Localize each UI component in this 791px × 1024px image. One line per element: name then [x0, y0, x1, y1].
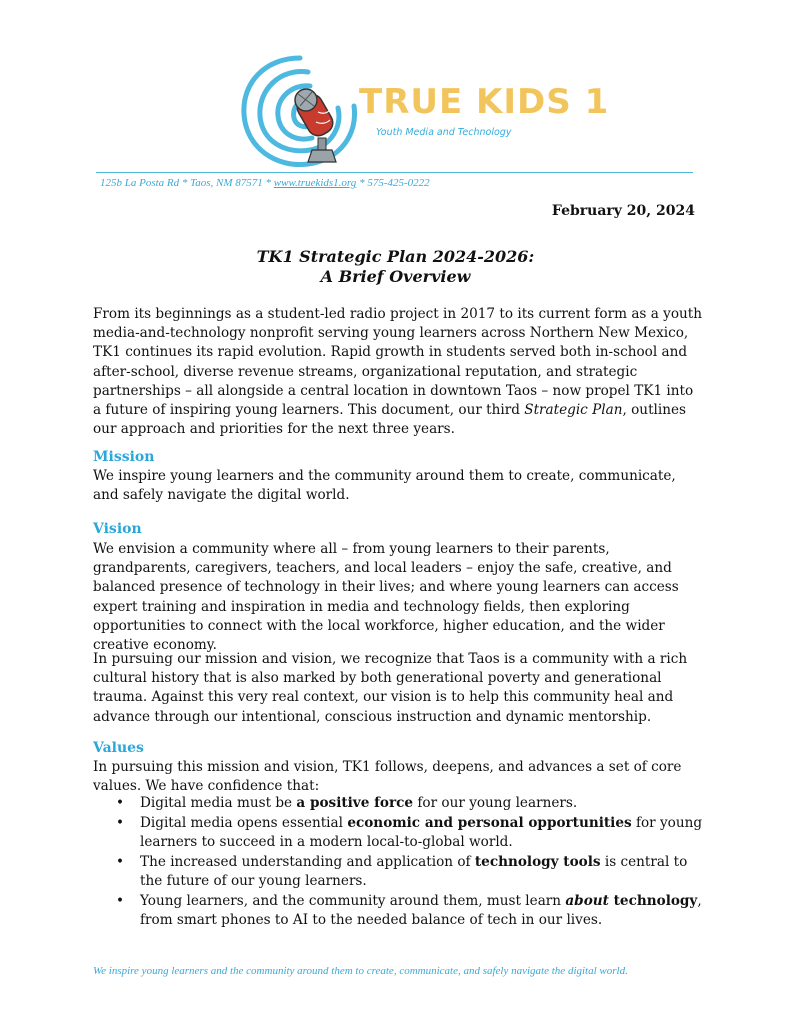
letter-date: February 20, 2024	[551, 203, 695, 219]
spiral-microphone-icon	[236, 50, 366, 175]
letterhead-divider	[96, 172, 693, 173]
list-item: • Digital media opens essential economic and personal opportunities for young learners to succeed in a modern local-to-global world.	[116, 815, 703, 850]
bullet-icon: •	[116, 854, 125, 870]
bullet-icon: •	[116, 795, 125, 811]
values-heading: Values	[93, 740, 144, 756]
letterhead-address	[100, 177, 430, 189]
brand-tagline: Youth Media and Technology	[376, 127, 512, 138]
values-list	[93, 794, 703, 931]
vision-heading: Vision	[93, 521, 142, 537]
list-item: • The increased understanding and application of technology tools is central to the future of our young learners.	[116, 854, 688, 889]
intro-paragraph	[93, 305, 703, 439]
intro-emphasis: Strategic Plan	[524, 402, 623, 419]
document-subtitle: A Brief Overview	[320, 267, 471, 286]
phone-text: * 575-425-0222	[356, 177, 430, 189]
intro-text: From its beginnings as a student-led radio project in 2017 to its current form as a youth media-and-technology nonprofit serving young learners across Northern New Mexico, TK1 continues its rapid evolution. Rapid growth in students served both in-school and after-school, diverse revenue streams, organizational reputation, and strategic partnerships – all alongside a central location in downtown Taos – now propel TK1 into a future of inspiring young learners. This document, our third	[93, 306, 702, 419]
bullet-icon: •	[116, 815, 125, 831]
mission-paragraph: We inspire young learners and the community around them to create, communicate, and safely navigate the digital world.	[93, 468, 676, 504]
intro-text-end: , outlines our approach and priorities for the next three years.	[93, 402, 686, 438]
values-intro: In pursuing this mission and vision, TK1 follows, deepens, and advances a set of core values. We have confidence that:	[93, 759, 682, 795]
context-paragraph: In pursuing our mission and vision, we recognize that Taos is a community with a rich cultural history that is also marked by both generational poverty and generational trauma. Against this very real context, our vision is to help this community heal and advance through our intentional, conscious instruction and dynamic mentorship.	[93, 651, 688, 725]
letterhead-logo	[236, 50, 610, 175]
footer-tagline: We inspire young learners and the community around them to create, communicate, and safely navigate the digital world.	[93, 965, 628, 977]
list-item: • Digital media must be a positive force for our young learners.	[116, 795, 578, 811]
brand-name: TRUE KIDS 1	[359, 82, 610, 122]
bullet-icon: •	[116, 893, 125, 909]
website-link[interactable]: www.truekids1.org	[273, 177, 357, 189]
vision-paragraph: We envision a community where all – from young learners to their parents, grandparents, caregivers, teachers, and local leaders – enjoy the safe, creative, and balanced presence of technology in their lives; and where young learners can access expert training and inspiration in media and technology fields, then exploring opportunities to connect with the local workforce, higher education, and the wider creative economy.	[93, 541, 679, 654]
address-text: 125b La Posta Rd * Taos, NM 87571 *	[100, 177, 274, 189]
document-title: TK1 Strategic Plan 2024-2026:	[256, 247, 535, 266]
mission-heading: Mission	[93, 449, 155, 465]
list-item: • Young learners, and the community around them, must learn about technology, from smart phones to AI to the needed balance of tech in our lives.	[116, 893, 702, 928]
